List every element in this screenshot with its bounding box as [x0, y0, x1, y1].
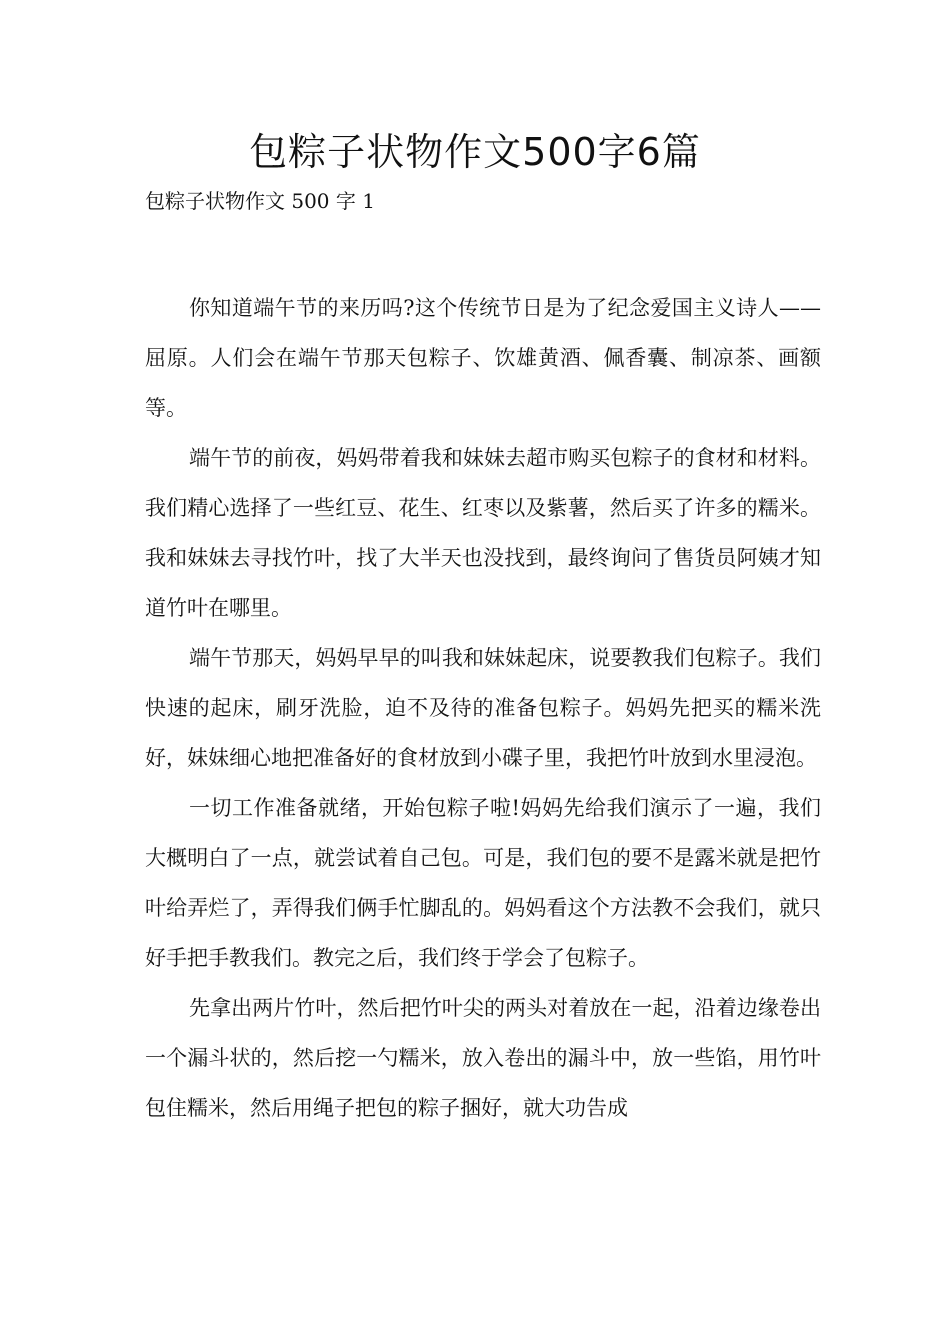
paragraph: 你知道端午节的来历吗?这个传统节日是为了纪念爱国主义诗人——屈原。人们会在端午节那天包粽子、饮雄黄酒、佩香囊、制凉茶、画额等。: [145, 296, 821, 420]
paragraph: 端午节的前夜，妈妈带着我和妹妹去超市购买包粽子的食材和材料。我们精心选择了一些红豆、花生、红枣以及紫薯，然后买了许多的糯米。我和妹妹去寻找竹叶，找了大半天也没找到，最终询问了售货员阿姨才知道竹叶在哪里。: [145, 446, 821, 620]
paragraph: 一切工作准备就绪，开始包粽子啦!妈妈先给我们演示了一遍，我们大概明白了一点，就尝试着自己包。可是，我们包的要不是露米就是把竹叶给弄烂了，弄得我们俩手忙脚乱的。妈妈看这个方法教不会我们，就只好手把手教我们。教完之后，我们终于学会了包粽子。: [145, 796, 821, 970]
document-body: [145, 283, 821, 1133]
paragraph: 先拿出两片竹叶，然后把竹叶尖的两头对着放在一起，沿着边缘卷出一个漏斗状的，然后挖一勺糯米，放入卷出的漏斗中，放一些馅，用竹叶包住糯米，然后用绳子把包的粽子捆好，就大功告成: [145, 996, 821, 1120]
paragraph: 端午节那天，妈妈早早的叫我和妹妹起床，说要教我们包粽子。我们快速的起床，刷牙洗脸，迫不及待的准备包粽子。妈妈先把买的糯米洗好，妹妹细心地把准备好的食材放到小碟子里，我把竹叶放到水里浸泡。: [145, 646, 821, 770]
document-title: 包粽子状物作文500字6篇: [249, 130, 701, 174]
section-heading: 包粽子状物作文 500 字 1: [145, 189, 375, 213]
